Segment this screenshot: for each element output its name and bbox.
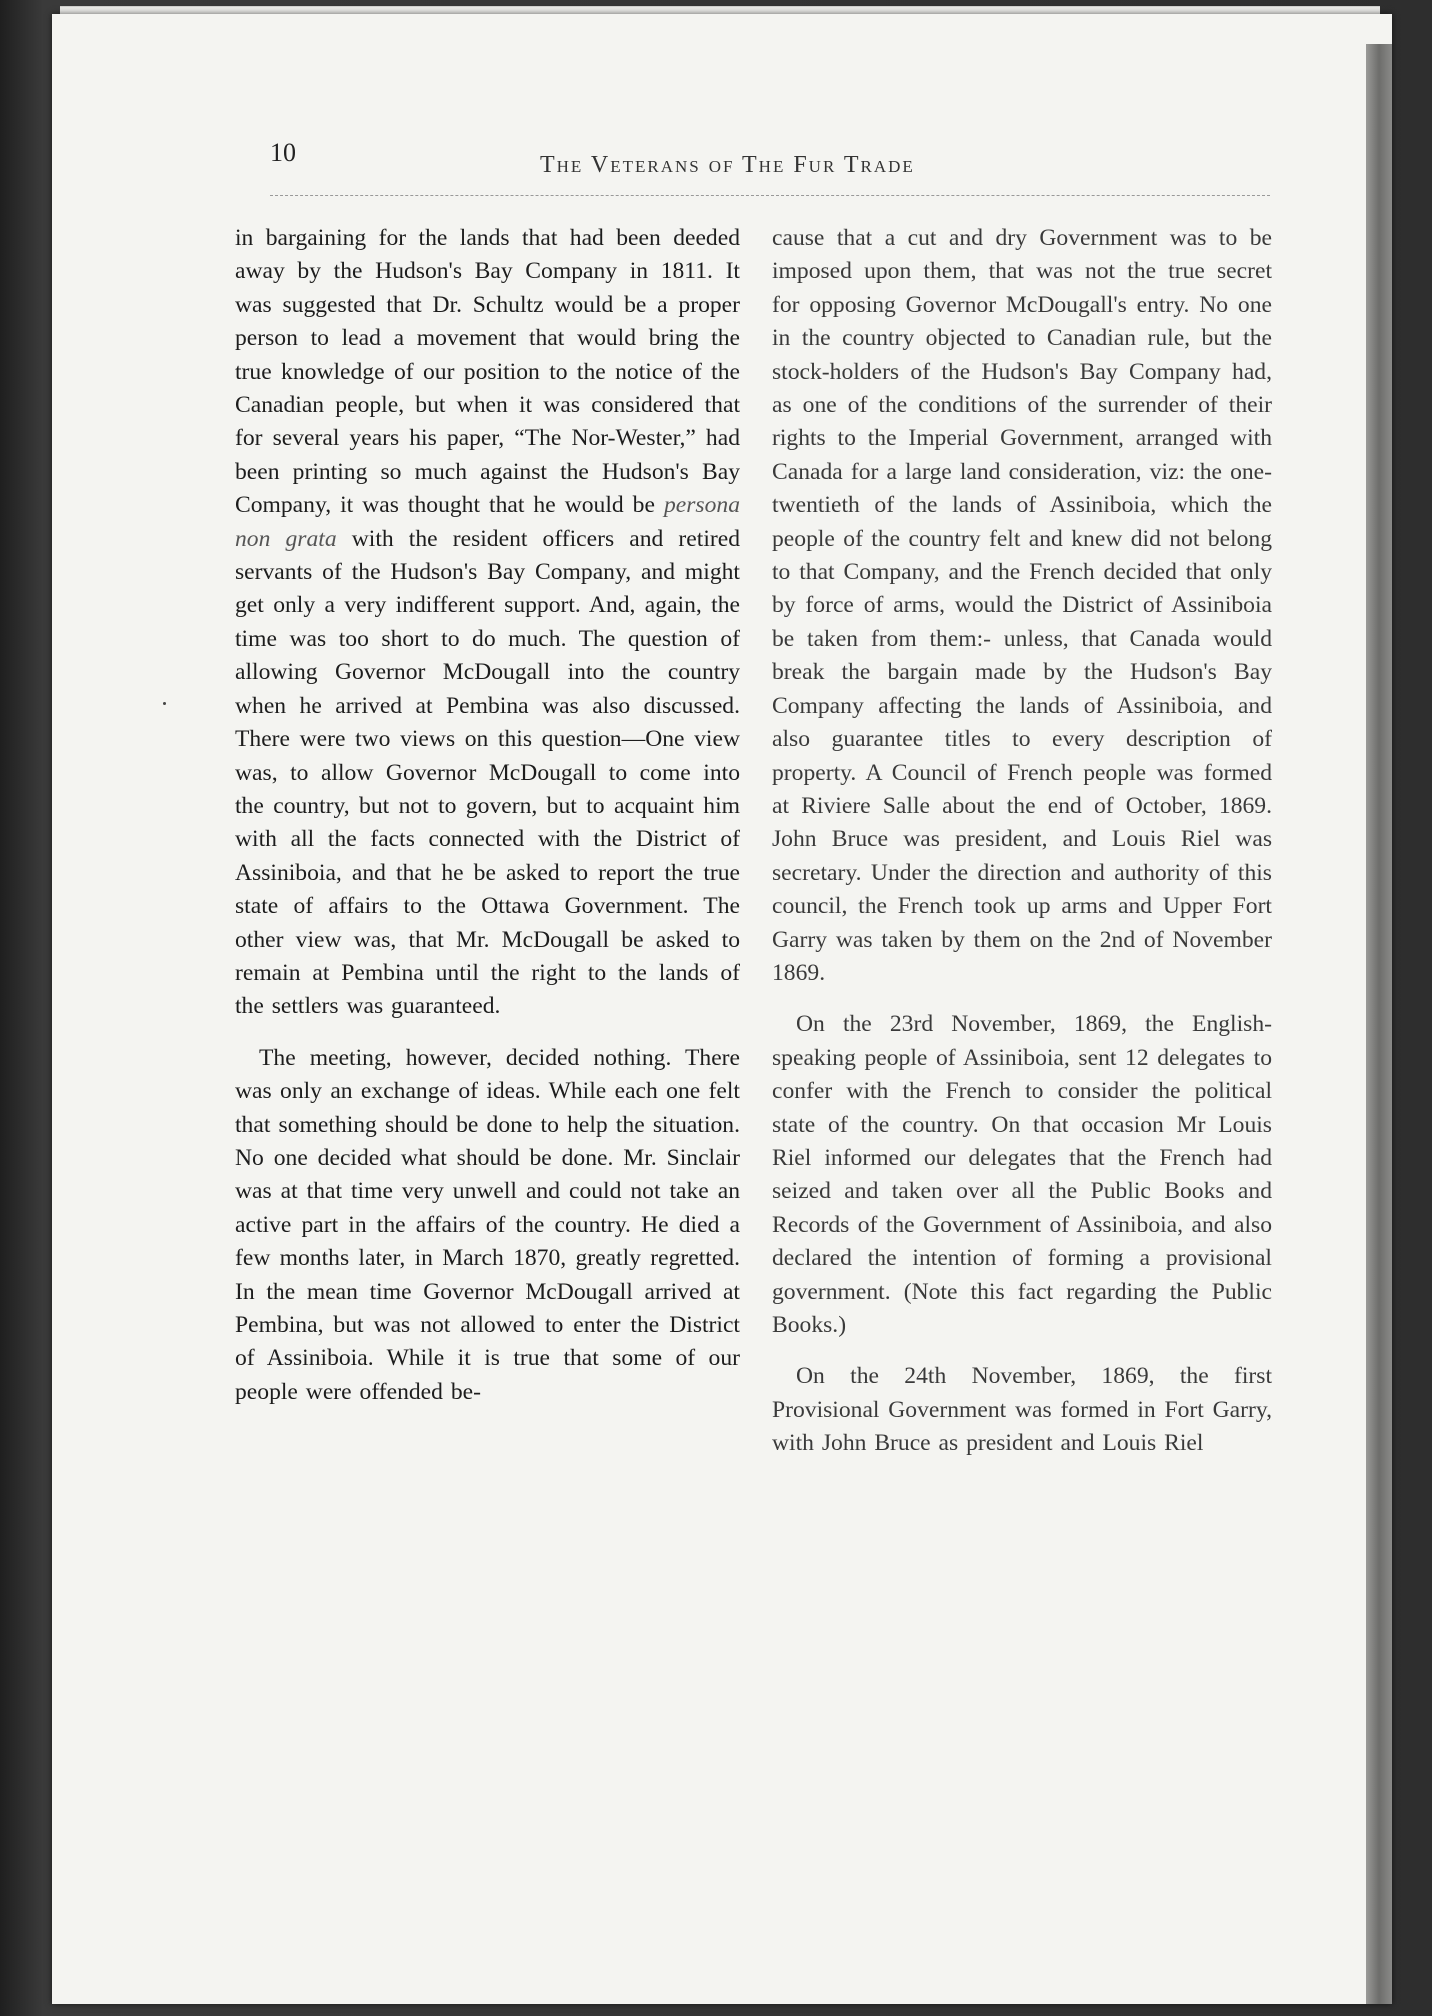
right-column xyxy=(772,222,1272,1461)
left-paragraph-1-part-b: with the resident officers and retired servants of the Hudson's Bay Company, and might get only a very indifferent support. And, again, the time was too short to do much. The question of allowing Governor McDougall into the country when he arrived at Pembina was also discussed. There were two views on this question—One view was, to allow Governor McDougall to come into the country, but not to govern, but to acquaint him with all the facts connected with the District of Assiniboia, and that he be asked to report the true state of affairs to the Ottawa Government. The other view was, that Mr. McDougall be asked to remain at Pembina until the right to the lands of the settlers was guaranteed. xyxy=(235,525,740,1020)
left-paragraph-2: The meeting, however, decided nothing. There was only an exchange of ideas. While each one felt that something should be done to help the situation. No one decided what should be done. Mr. Sinclair was at that time very unwell and could not take an active part in the affairs of the country. He died a few months later, in March 1870, greatly regretted. In the mean time Governor McDougall arrived at Pembina, but was not allowed to enter the District of Assiniboia. While it is true that some of our people were offended be- xyxy=(235,1044,740,1405)
latin-phrase: persona non grata xyxy=(235,492,740,552)
right-paragraph-1: cause that a cut and dry Government was to be imposed upon them, that was not the true secret for opposing Governor McDougall's entry. No one in the country objected to Canadian rule, but the stock-holders of the Hudson's Bay Company had, as one of the conditions of the surrender of their rights to the Imperial Government, arranged with Canada for a large land consideration, viz: the one-twentieth of the lands of Assiniboia, which the people of the country felt and knew did not belong to that Company, and the French decided that only by force of arms, would the District of Assiniboia be taken from them:- unless, that Canada would break the bargain made by the Hudson's Bay Company affecting the lands of Assiniboia, and also guarantee titles to every description of property. A Council of French people was formed at Riviere Salle about the end of October, 1869. John Bruce was president, and Louis Riel was secretary. Under the direction and authority of this council, the French took up arms and Upper Fort Garry was taken by them on the 2nd of November 1869. xyxy=(772,225,1272,986)
page-number: 10 xyxy=(270,138,296,167)
left-paragraph-1-part-a: in bargaining for the lands that had been deeded away by the Hudson's Bay Company in 1811. It was suggested that Dr. Schultz would be a proper person to lead a movement that would bring the true knowledge of our position to the notice of the Canadian people, but when it was considered that for several years his paper, “The Nor-Wester,” had been printing so much against the Hudson's Bay Company, it was thought that he would be xyxy=(235,225,740,519)
page-header xyxy=(270,132,1270,192)
running-title: The Veterans of The Fur Trade xyxy=(540,152,915,178)
header-rule xyxy=(270,195,1270,196)
ink-speck xyxy=(163,702,166,705)
page-fore-edge xyxy=(1366,44,1392,2004)
right-paragraph-2: On the 23rd November, 1869, the English-speaking people of Assiniboia, sent 12 delegates to confer with the French to consider the political state of the country. On that occasion Mr Louis Riel informed our delegates that the French had seized and taken over all the Public Books and Records of the Government of Assiniboia, and also declared the intention of forming a provisional government. (Note this fact regarding the Public Books.) xyxy=(772,1011,1272,1338)
left-paragraph-1 xyxy=(235,222,740,1024)
right-paragraph-3: On the 24th November, 1869, the first Provisional Government was formed in Fort Garry, with John Bruce as president and Louis Riel xyxy=(772,1363,1272,1457)
left-column xyxy=(235,222,740,1409)
